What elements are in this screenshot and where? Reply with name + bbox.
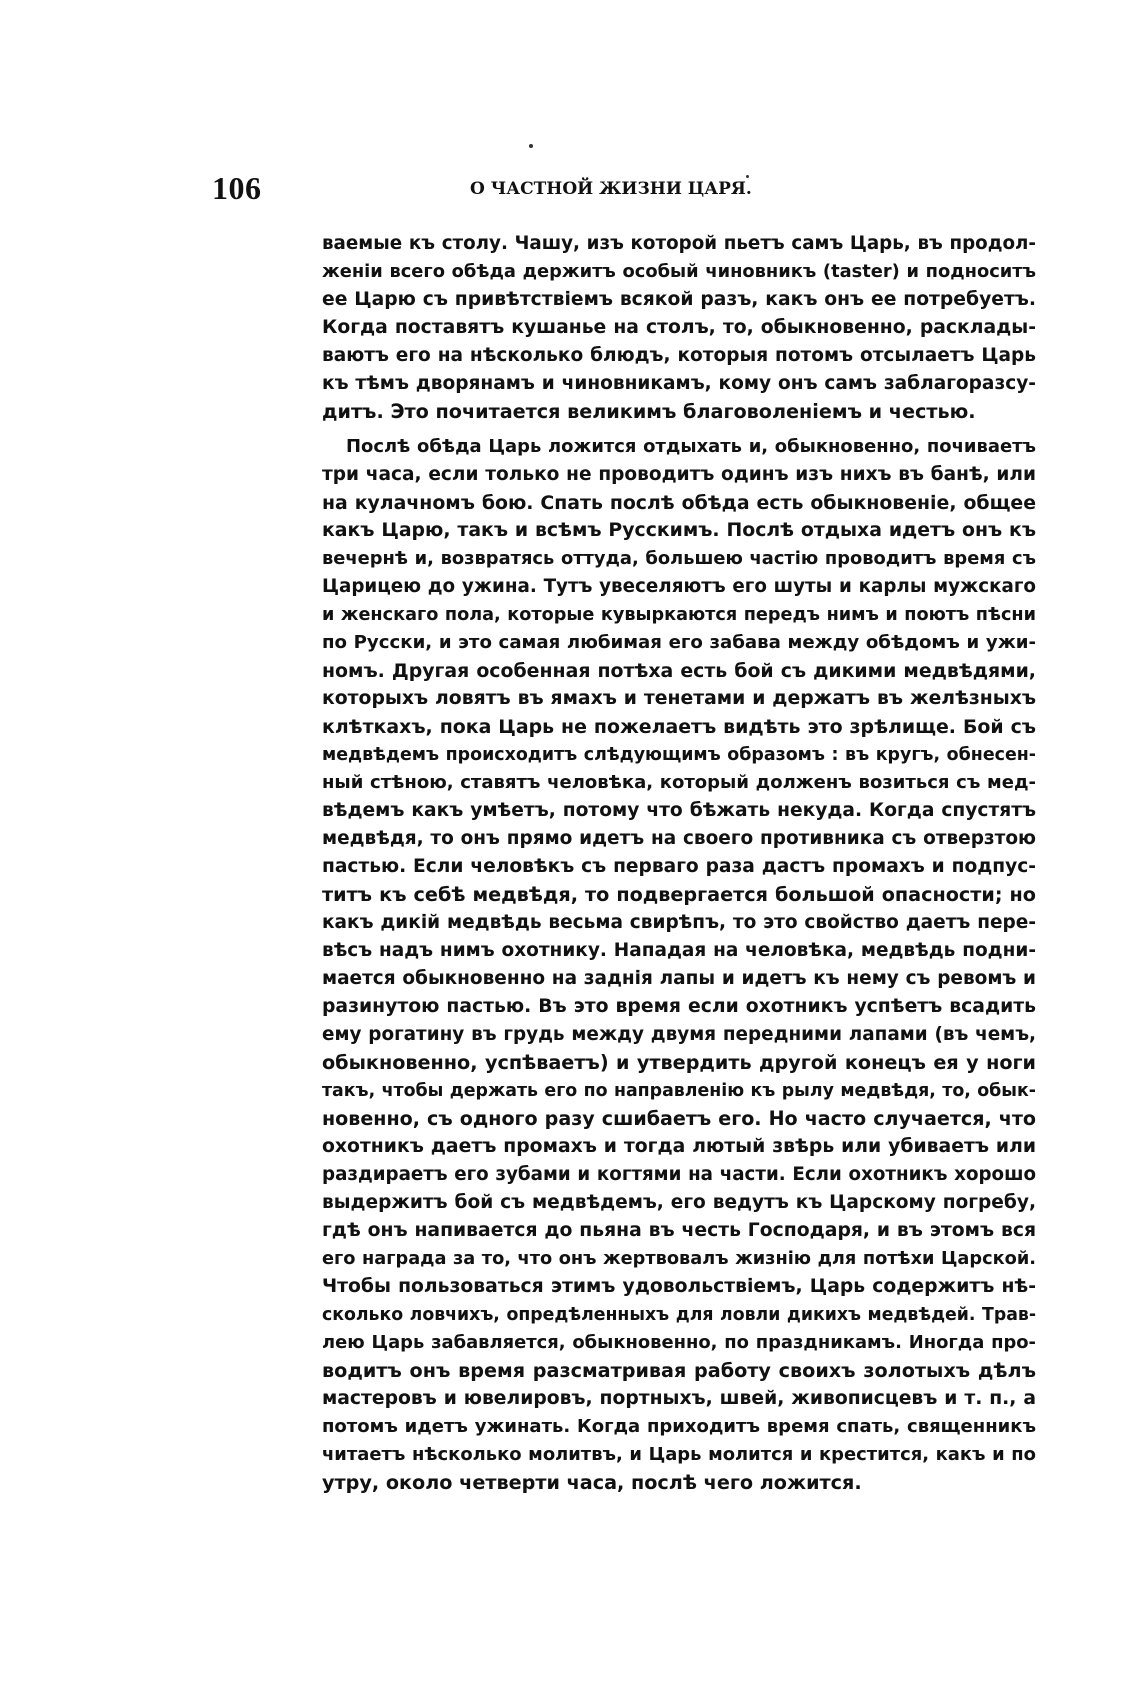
text-line: ее Царю съ привѣтствіемъ всякой разъ, какъ онъ ее потребуетъ.	[322, 289, 1036, 310]
text-line: три часа, если только не проводитъ одинъ изъ нихъ въ банѣ, или	[322, 464, 1036, 485]
text-line: мастеровъ и ювелировъ, портныхъ, швей, живописцевъ и т. п., а	[322, 1388, 1036, 1409]
text-line: раздираетъ его зубами и когтями на части. Если охотникъ хорошо	[322, 1164, 1036, 1185]
text-line: охотникъ даетъ промахъ и тогда лютый звѣрь или убиваетъ или	[322, 1136, 1036, 1157]
text-line: дитъ. Это почитается великимъ благоволеніемъ и честью.	[322, 400, 976, 423]
text-line: пастью. Если человѣкъ съ перваго раза дастъ промахъ и подпус-	[322, 856, 1036, 877]
text-line: мается обыкновенно на заднія лапы и идетъ къ нему съ ревомъ и	[322, 968, 1036, 989]
text-line: номъ. Другая особенная потѣха есть бой съ дикими медвѣдями,	[322, 660, 1036, 682]
text-line: вѣдемъ какъ умѣетъ, потому что бѣжать некуда. Когда спустятъ	[322, 800, 1036, 821]
text-line: сколько ловчихъ, опредѣленныхъ для ловли дикихъ медвѣдей. Трав-	[322, 1305, 1036, 1325]
text-line: къ тѣмъ дворянамъ и чиновникамъ, кому онъ самъ заблагоразсу-	[322, 373, 1036, 394]
page-number: 106	[212, 170, 262, 206]
text-line: ваемые къ столу. Чашу, изъ которой пьетъ самъ Царь, въ продол-	[322, 233, 1036, 254]
text-line: женіи всего обѣда держитъ особый чиновникъ (taster) и подноситъ	[322, 261, 1036, 282]
text-line: на кулачномъ бою. Спать послѣ обѣда есть обыкновеніе, общее	[322, 492, 1036, 514]
text-line: обыкновенно, успѣваетъ) и утвердить другой конецъ ея у ноги	[322, 1051, 1036, 1074]
text-line: по Русски, и это самая любимая его забава между обѣдомъ и ужи-	[322, 632, 1036, 653]
text-line: выдержитъ бой съ медвѣдемъ, его ведутъ къ Царскому погребу,	[322, 1192, 1036, 1213]
text-line: какъ Царю, такъ и всѣмъ Русскимъ. Послѣ отдыха идетъ онъ къ	[322, 520, 1036, 541]
body-text	[322, 230, 1036, 1504]
text-line: ваютъ его на нѣсколько блюдъ, которыя потомъ отсылаетъ Царь	[322, 345, 1036, 366]
text-line: читаетъ нѣсколько молитвъ, и Царь молится и крестится, какъ и по	[322, 1444, 1036, 1465]
text-line: титъ къ себѣ медвѣдя, то подвергается большой опасности; но	[322, 883, 1036, 906]
text-line: вечернѣ и, возвратясь оттуда, большею частію проводитъ время съ	[322, 548, 1036, 569]
paragraph-2	[322, 433, 1036, 1497]
text-line: водитъ онъ время разсматривая работу своихъ золотыхъ дѣлъ	[322, 1359, 1036, 1382]
text-line: ный стѣною, ставятъ человѣка, который долженъ возиться съ мед-	[322, 772, 1036, 793]
text-line: медвѣдя, то онъ прямо идетъ на своего противника съ отверзтою	[322, 828, 1036, 849]
text-line: Послѣ обѣда Царь ложится отдыхать и, обыкновенно, почиваетъ	[346, 436, 1036, 457]
text-line: вѣсъ надъ нимъ охотнику. Нападая на человѣка, медвѣдь подни-	[322, 940, 1036, 961]
text-line: и женскаго пола, которые кувыркаются передъ нимъ и поютъ пѣсни	[322, 605, 1036, 625]
ink-speck	[529, 144, 533, 148]
text-line: новенно, съ одного разу сшибаетъ его. Но часто случается, что	[322, 1107, 1036, 1130]
text-line: Царицею до ужина. Тутъ увеселяютъ его шуты и карлы мужскаго	[322, 576, 1036, 597]
text-line: которыхъ ловятъ въ ямахъ и тенетами и держатъ въ желѣзныхъ	[322, 688, 1036, 709]
running-title: О ЧАСТНОЙ ЖИЗНИ ЦАРЯ.	[470, 179, 752, 199]
text-line: его награда за то, что онъ жертвовалъ жизнію для потѣхи Царской.	[322, 1249, 1036, 1269]
text-line: лею Царь забавляется, обыкновенно, по праздникамъ. Иногда про-	[322, 1332, 1036, 1353]
text-line: гдѣ онъ напивается до пьяна въ честь Господаря, и въ этомъ вся	[322, 1220, 1036, 1241]
text-line: разинутою пастью. Въ это время если охотникъ успѣетъ всадить	[322, 996, 1036, 1017]
text-line: такъ, чтобы держать его по направленію къ рылу медвѣдя, то, обык-	[322, 1081, 1036, 1101]
paragraph-1	[322, 230, 1036, 426]
text-line: какъ дикій медвѣдь весьма свирѣпъ, то это свойство даетъ пере-	[322, 912, 1036, 933]
text-line: клѣткахъ, пока Царь не пожелаетъ видѣть это зрѣлище. Бой съ	[322, 716, 1036, 738]
text-line: медвѣдемъ происходитъ слѣдующимъ образомъ : въ кругъ, обнесен-	[322, 745, 1036, 765]
text-line: потомъ идетъ ужинать. Когда приходитъ время спать, священникъ	[322, 1416, 1036, 1437]
text-line: Когда поставятъ кушанье на столъ, то, обыкновенно, расклады-	[322, 317, 1036, 338]
text-line: утру, около четверти часа, послѣ чего ложится.	[322, 1471, 862, 1494]
text-line: ему рогатину въ грудь между двумя передними лапами (въ чемъ,	[322, 1024, 1036, 1045]
text-line: Чтобы пользоваться этимъ удовольствіемъ, Царь содержитъ нѣ-	[322, 1276, 1036, 1297]
